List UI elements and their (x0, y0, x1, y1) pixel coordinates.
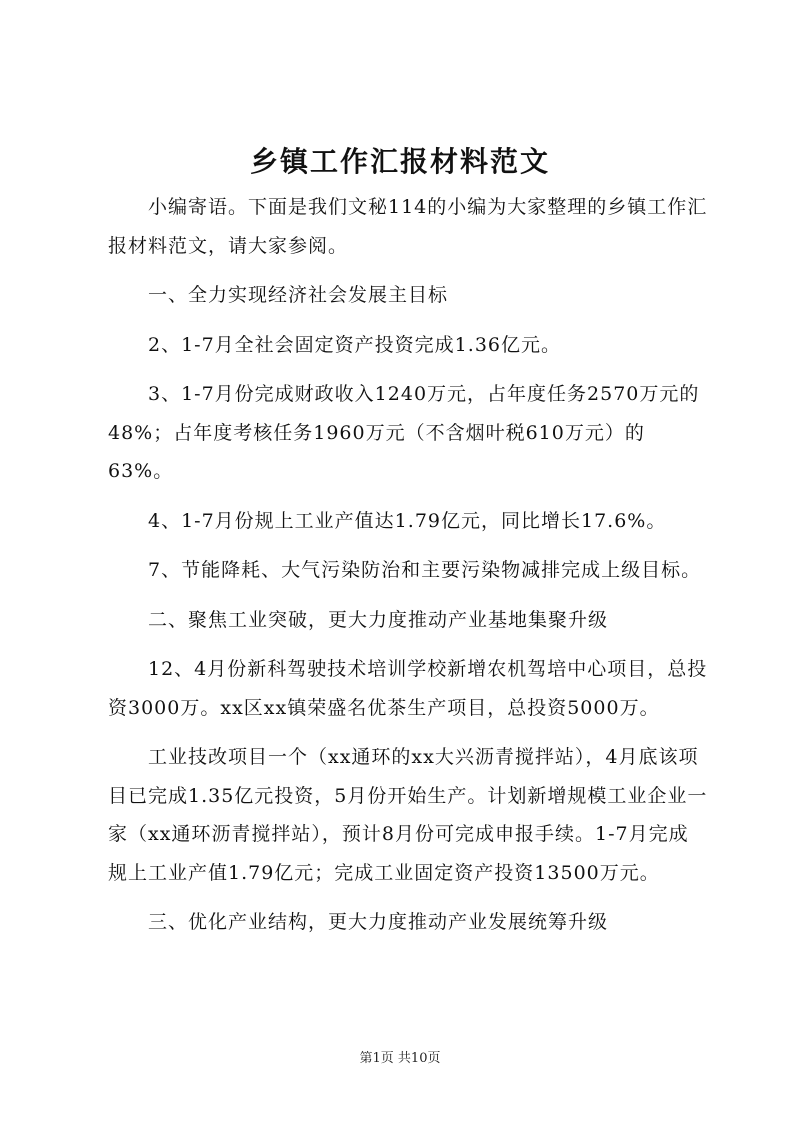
paragraph-tech-upgrade: 工业技改项目一个（xx通环的xx大兴沥青搅拌站），4月底该项目已完成1.35亿元投资，5月份开始生产。计划新增规模工业企业一家（xx通环沥青搅拌站），预计8月份可完成申报手续。1-7月完成规上工业产值1.79亿元；完成工业固定资产投资13500万元。 (108, 746, 708, 884)
document-title: 乡镇工作汇报材料范文 (249, 145, 550, 178)
paragraph-item-3: 3、1-7月份完成财政收入1240万元，占年度任务2570万元的48%；占年度考核任务1960万元（不含烟叶税610万元）的63%。 (108, 383, 700, 482)
paragraph-item-2: 2、1-7月全社会固定资产投资完成1.36亿元。 (148, 333, 561, 356)
page-footer: 第1页 共10页 (359, 1051, 441, 1066)
paragraph-heading-2: 二、聚焦工业突破，更大力度推动产业基地集聚升级 (148, 608, 609, 631)
paragraph-item-7: 7、节能降耗、大气污染防治和主要污染物减排完成上级目标。 (148, 559, 702, 581)
document-body (108, 188, 708, 942)
paragraph-item-4: 4、1-7月份规上工业产值达1.79亿元，同比增长17.6%。 (148, 509, 667, 532)
paragraph-heading-1: 一、全力实现经济社会发展主目标 (148, 284, 449, 306)
paragraph-intro: 小编寄语。下面是我们文秘114的小编为大家整理的乡镇工作汇报材料范文，请大家参阅。 (108, 196, 708, 257)
paragraph-heading-3: 三、优化产业结构，更大力度推动产业发展统筹升级 (148, 911, 609, 933)
paragraph-item-12: 12、4月份新科驾驶技术培训学校新增农机驾培中心项目，总投资3000万。xx区xx镇荣盛名优茶生产项目，总投资5000万。 (108, 658, 708, 719)
